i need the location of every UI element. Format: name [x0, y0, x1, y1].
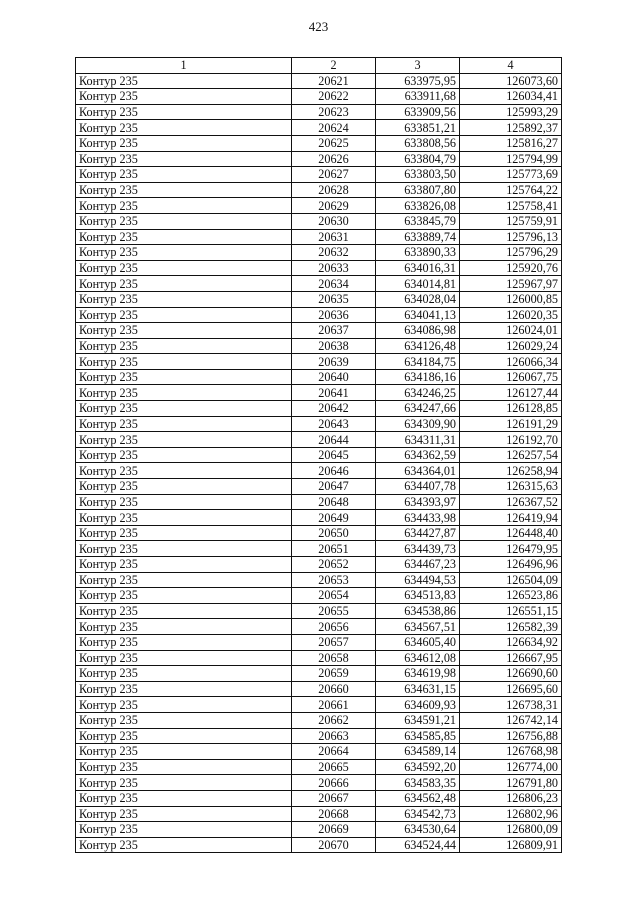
y-coordinate-cell: 125967,97	[460, 276, 562, 292]
point-number-cell: 20631	[292, 229, 376, 245]
contour-name-cell: Контур 235	[76, 338, 292, 354]
y-coordinate-cell: 126020,35	[460, 307, 562, 323]
point-number-cell: 20640	[292, 369, 376, 385]
point-number-cell: 20635	[292, 291, 376, 307]
point-number-cell: 20643	[292, 416, 376, 432]
table-row	[76, 213, 562, 229]
table-row	[76, 697, 562, 713]
table-row	[76, 759, 562, 775]
x-coordinate-cell: 634524,44	[376, 837, 460, 853]
contour-name-cell: Контур 235	[76, 572, 292, 588]
contour-name-cell: Контур 235	[76, 307, 292, 323]
contour-name-cell: Контур 235	[76, 447, 292, 463]
x-coordinate-cell: 634407,78	[376, 479, 460, 495]
x-coordinate-cell: 634028,04	[376, 291, 460, 307]
contour-name-cell: Контур 235	[76, 416, 292, 432]
x-coordinate-cell: 634592,20	[376, 759, 460, 775]
point-number-cell: 20623	[292, 104, 376, 120]
y-coordinate-cell: 126582,39	[460, 619, 562, 635]
contour-name-cell: Контур 235	[76, 120, 292, 136]
x-coordinate-cell: 633909,56	[376, 104, 460, 120]
x-coordinate-cell: 633889,74	[376, 229, 460, 245]
table-row	[76, 541, 562, 557]
point-number-cell: 20644	[292, 432, 376, 448]
table-row	[76, 401, 562, 417]
point-number-cell: 20665	[292, 759, 376, 775]
point-number-cell: 20659	[292, 666, 376, 682]
column-header-1: 1	[76, 58, 292, 74]
contour-name-cell: Контур 235	[76, 525, 292, 541]
contour-name-cell: Контур 235	[76, 276, 292, 292]
contour-name-cell: Контур 235	[76, 588, 292, 604]
contour-name-cell: Контур 235	[76, 401, 292, 417]
y-coordinate-cell: 125816,27	[460, 135, 562, 151]
point-number-cell: 20634	[292, 276, 376, 292]
y-coordinate-cell: 125892,37	[460, 120, 562, 136]
point-number-cell: 20639	[292, 354, 376, 370]
contour-name-cell: Контур 235	[76, 837, 292, 853]
y-coordinate-cell: 126315,63	[460, 479, 562, 495]
contour-name-cell: Контур 235	[76, 167, 292, 183]
y-coordinate-cell: 126034,41	[460, 89, 562, 105]
x-coordinate-cell: 633808,56	[376, 135, 460, 151]
x-coordinate-cell: 634311,31	[376, 432, 460, 448]
point-number-cell: 20645	[292, 447, 376, 463]
table-row	[76, 323, 562, 339]
contour-name-cell: Контур 235	[76, 806, 292, 822]
point-number-cell: 20621	[292, 73, 376, 89]
point-number-cell: 20642	[292, 401, 376, 417]
table-row	[76, 385, 562, 401]
point-number-cell: 20667	[292, 790, 376, 806]
x-coordinate-cell: 634562,48	[376, 790, 460, 806]
point-number-cell: 20650	[292, 525, 376, 541]
table-row	[76, 603, 562, 619]
y-coordinate-cell: 125794,99	[460, 151, 562, 167]
contour-name-cell: Контур 235	[76, 619, 292, 635]
point-number-cell: 20628	[292, 182, 376, 198]
y-coordinate-cell: 126523,86	[460, 588, 562, 604]
y-coordinate-cell: 126806,23	[460, 790, 562, 806]
y-coordinate-cell: 125764,22	[460, 182, 562, 198]
x-coordinate-cell: 633807,80	[376, 182, 460, 198]
y-coordinate-cell: 125920,76	[460, 260, 562, 276]
y-coordinate-cell: 126127,44	[460, 385, 562, 401]
table-row	[76, 744, 562, 760]
y-coordinate-cell: 126634,92	[460, 634, 562, 650]
point-number-cell: 20627	[292, 167, 376, 183]
y-coordinate-cell: 126073,60	[460, 73, 562, 89]
table-row	[76, 276, 562, 292]
table-row	[76, 525, 562, 541]
contour-name-cell: Контур 235	[76, 712, 292, 728]
x-coordinate-cell: 634246,25	[376, 385, 460, 401]
contour-name-cell: Контур 235	[76, 650, 292, 666]
y-coordinate-cell: 126024,01	[460, 323, 562, 339]
table-row	[76, 447, 562, 463]
x-coordinate-cell: 634530,64	[376, 822, 460, 838]
table-row	[76, 338, 562, 354]
point-number-cell: 20657	[292, 634, 376, 650]
point-number-cell: 20625	[292, 135, 376, 151]
x-coordinate-cell: 634186,16	[376, 369, 460, 385]
y-coordinate-cell: 126367,52	[460, 494, 562, 510]
x-coordinate-cell: 633826,08	[376, 198, 460, 214]
x-coordinate-cell: 634494,53	[376, 572, 460, 588]
x-coordinate-cell: 634612,08	[376, 650, 460, 666]
y-coordinate-cell: 126191,29	[460, 416, 562, 432]
contour-name-cell: Контур 235	[76, 775, 292, 791]
y-coordinate-cell: 125993,29	[460, 104, 562, 120]
table-row	[76, 634, 562, 650]
table-row	[76, 666, 562, 682]
contour-name-cell: Контур 235	[76, 135, 292, 151]
point-number-cell: 20656	[292, 619, 376, 635]
contour-name-cell: Контур 235	[76, 369, 292, 385]
column-header-2: 2	[292, 58, 376, 74]
contour-name-cell: Контур 235	[76, 666, 292, 682]
table-row	[76, 291, 562, 307]
y-coordinate-cell: 126802,96	[460, 806, 562, 822]
table-body	[76, 73, 562, 853]
point-number-cell: 20662	[292, 712, 376, 728]
point-number-cell: 20660	[292, 681, 376, 697]
table-row	[76, 479, 562, 495]
table-row	[76, 837, 562, 853]
point-number-cell: 20647	[292, 479, 376, 495]
table-row	[76, 588, 562, 604]
x-coordinate-cell: 634538,86	[376, 603, 460, 619]
y-coordinate-cell: 126756,88	[460, 728, 562, 744]
y-coordinate-cell: 126768,98	[460, 744, 562, 760]
x-coordinate-cell: 634583,35	[376, 775, 460, 791]
contour-name-cell: Контур 235	[76, 634, 292, 650]
contour-name-cell: Контур 235	[76, 697, 292, 713]
y-coordinate-cell: 126258,94	[460, 463, 562, 479]
x-coordinate-cell: 634467,23	[376, 557, 460, 573]
point-number-cell: 20663	[292, 728, 376, 744]
point-number-cell: 20646	[292, 463, 376, 479]
table-row	[76, 775, 562, 791]
contour-name-cell: Контур 235	[76, 89, 292, 105]
contour-name-cell: Контур 235	[76, 260, 292, 276]
y-coordinate-cell: 126690,60	[460, 666, 562, 682]
point-number-cell: 20653	[292, 572, 376, 588]
table-row	[76, 712, 562, 728]
x-coordinate-cell: 634433,98	[376, 510, 460, 526]
x-coordinate-cell: 634567,51	[376, 619, 460, 635]
table-row	[76, 619, 562, 635]
y-coordinate-cell: 126504,09	[460, 572, 562, 588]
point-number-cell: 20669	[292, 822, 376, 838]
x-coordinate-cell: 634631,15	[376, 681, 460, 697]
coordinates-table	[75, 57, 562, 853]
point-number-cell: 20638	[292, 338, 376, 354]
contour-name-cell: Контур 235	[76, 494, 292, 510]
x-coordinate-cell: 634585,85	[376, 728, 460, 744]
x-coordinate-cell: 634589,14	[376, 744, 460, 760]
point-number-cell: 20661	[292, 697, 376, 713]
y-coordinate-cell: 125773,69	[460, 167, 562, 183]
contour-name-cell: Контур 235	[76, 104, 292, 120]
contour-name-cell: Контур 235	[76, 557, 292, 573]
column-header-4: 4	[460, 58, 562, 74]
y-coordinate-cell: 126419,94	[460, 510, 562, 526]
table-row	[76, 182, 562, 198]
point-number-cell: 20654	[292, 588, 376, 604]
table-row	[76, 89, 562, 105]
point-number-cell: 20622	[292, 89, 376, 105]
point-number-cell: 20630	[292, 213, 376, 229]
y-coordinate-cell: 126000,85	[460, 291, 562, 307]
x-coordinate-cell: 634605,40	[376, 634, 460, 650]
point-number-cell: 20636	[292, 307, 376, 323]
point-number-cell: 20632	[292, 245, 376, 261]
table-row	[76, 557, 562, 573]
point-number-cell: 20670	[292, 837, 376, 853]
x-coordinate-cell: 634309,90	[376, 416, 460, 432]
x-coordinate-cell: 633845,79	[376, 213, 460, 229]
y-coordinate-cell: 126257,54	[460, 447, 562, 463]
table-row	[76, 572, 562, 588]
header-row	[76, 58, 562, 74]
contour-name-cell: Контур 235	[76, 603, 292, 619]
table-row	[76, 104, 562, 120]
x-coordinate-cell: 634364,01	[376, 463, 460, 479]
point-number-cell: 20649	[292, 510, 376, 526]
point-number-cell: 20664	[292, 744, 376, 760]
x-coordinate-cell: 634014,81	[376, 276, 460, 292]
y-coordinate-cell: 126029,24	[460, 338, 562, 354]
y-coordinate-cell: 126809,91	[460, 837, 562, 853]
table-row	[76, 198, 562, 214]
contour-name-cell: Контур 235	[76, 759, 292, 775]
point-number-cell: 20641	[292, 385, 376, 401]
page-number: 423	[308, 19, 329, 34]
table-row	[76, 135, 562, 151]
contour-name-cell: Контур 235	[76, 479, 292, 495]
y-coordinate-cell: 126791,80	[460, 775, 562, 791]
y-coordinate-cell: 126128,85	[460, 401, 562, 417]
y-coordinate-cell: 126066,34	[460, 354, 562, 370]
point-number-cell: 20633	[292, 260, 376, 276]
point-number-cell: 20652	[292, 557, 376, 573]
table-row	[76, 463, 562, 479]
y-coordinate-cell: 125758,41	[460, 198, 562, 214]
y-coordinate-cell: 126742,14	[460, 712, 562, 728]
table-row	[76, 432, 562, 448]
y-coordinate-cell: 126800,09	[460, 822, 562, 838]
x-coordinate-cell: 634609,93	[376, 697, 460, 713]
point-number-cell: 20637	[292, 323, 376, 339]
table-row	[76, 120, 562, 136]
x-coordinate-cell: 634041,13	[376, 307, 460, 323]
y-coordinate-cell: 126774,00	[460, 759, 562, 775]
x-coordinate-cell: 634016,31	[376, 260, 460, 276]
point-number-cell: 20629	[292, 198, 376, 214]
x-coordinate-cell: 633851,21	[376, 120, 460, 136]
contour-name-cell: Контур 235	[76, 245, 292, 261]
x-coordinate-cell: 634393,97	[376, 494, 460, 510]
table-row	[76, 790, 562, 806]
contour-name-cell: Контур 235	[76, 198, 292, 214]
contour-name-cell: Контур 235	[76, 385, 292, 401]
contour-name-cell: Контур 235	[76, 510, 292, 526]
point-number-cell: 20658	[292, 650, 376, 666]
y-coordinate-cell: 125796,13	[460, 229, 562, 245]
table-row	[76, 167, 562, 183]
table-row	[76, 416, 562, 432]
x-coordinate-cell: 633911,68	[376, 89, 460, 105]
y-coordinate-cell: 125796,29	[460, 245, 562, 261]
x-coordinate-cell: 633803,50	[376, 167, 460, 183]
contour-name-cell: Контур 235	[76, 681, 292, 697]
x-coordinate-cell: 634439,73	[376, 541, 460, 557]
table-row	[76, 73, 562, 89]
contour-name-cell: Контур 235	[76, 323, 292, 339]
contour-name-cell: Контур 235	[76, 432, 292, 448]
table-row	[76, 728, 562, 744]
contour-name-cell: Контур 235	[76, 744, 292, 760]
y-coordinate-cell: 126448,40	[460, 525, 562, 541]
table-row	[76, 229, 562, 245]
table-row	[76, 260, 562, 276]
x-coordinate-cell: 633890,33	[376, 245, 460, 261]
contour-name-cell: Контур 235	[76, 463, 292, 479]
point-number-cell: 20624	[292, 120, 376, 136]
y-coordinate-cell: 126551,15	[460, 603, 562, 619]
contour-name-cell: Контур 235	[76, 822, 292, 838]
point-number-cell: 20655	[292, 603, 376, 619]
contour-name-cell: Контур 235	[76, 728, 292, 744]
contour-name-cell: Контур 235	[76, 354, 292, 370]
contour-name-cell: Контур 235	[76, 151, 292, 167]
contour-name-cell: Контур 235	[76, 790, 292, 806]
x-coordinate-cell: 634513,83	[376, 588, 460, 604]
contour-name-cell: Контур 235	[76, 291, 292, 307]
x-coordinate-cell: 634126,48	[376, 338, 460, 354]
x-coordinate-cell: 634427,87	[376, 525, 460, 541]
point-number-cell: 20666	[292, 775, 376, 791]
contour-name-cell: Контур 235	[76, 182, 292, 198]
contour-name-cell: Контур 235	[76, 541, 292, 557]
point-number-cell: 20668	[292, 806, 376, 822]
y-coordinate-cell: 126479,95	[460, 541, 562, 557]
table-row	[76, 510, 562, 526]
x-coordinate-cell: 634362,59	[376, 447, 460, 463]
x-coordinate-cell: 634591,21	[376, 712, 460, 728]
x-coordinate-cell: 634619,98	[376, 666, 460, 682]
x-coordinate-cell: 634542,73	[376, 806, 460, 822]
y-coordinate-cell: 126192,70	[460, 432, 562, 448]
y-coordinate-cell: 126667,95	[460, 650, 562, 666]
y-coordinate-cell: 126738,31	[460, 697, 562, 713]
table-row	[76, 369, 562, 385]
table-row	[76, 650, 562, 666]
x-coordinate-cell: 634247,66	[376, 401, 460, 417]
point-number-cell: 20648	[292, 494, 376, 510]
point-number-cell: 20651	[292, 541, 376, 557]
y-coordinate-cell: 126496,96	[460, 557, 562, 573]
y-coordinate-cell: 125759,91	[460, 213, 562, 229]
x-coordinate-cell: 634184,75	[376, 354, 460, 370]
contour-name-cell: Контур 235	[76, 73, 292, 89]
table-row	[76, 151, 562, 167]
column-header-3: 3	[376, 58, 460, 74]
table-row	[76, 822, 562, 838]
contour-name-cell: Контур 235	[76, 213, 292, 229]
table-row	[76, 494, 562, 510]
y-coordinate-cell: 126067,75	[460, 369, 562, 385]
table-row	[76, 307, 562, 323]
table-row	[76, 245, 562, 261]
x-coordinate-cell: 634086,98	[376, 323, 460, 339]
contour-name-cell: Контур 235	[76, 229, 292, 245]
y-coordinate-cell: 126695,60	[460, 681, 562, 697]
x-coordinate-cell: 633804,79	[376, 151, 460, 167]
table-row	[76, 806, 562, 822]
point-number-cell: 20626	[292, 151, 376, 167]
table-row	[76, 681, 562, 697]
table-row	[76, 354, 562, 370]
x-coordinate-cell: 633975,95	[376, 73, 460, 89]
